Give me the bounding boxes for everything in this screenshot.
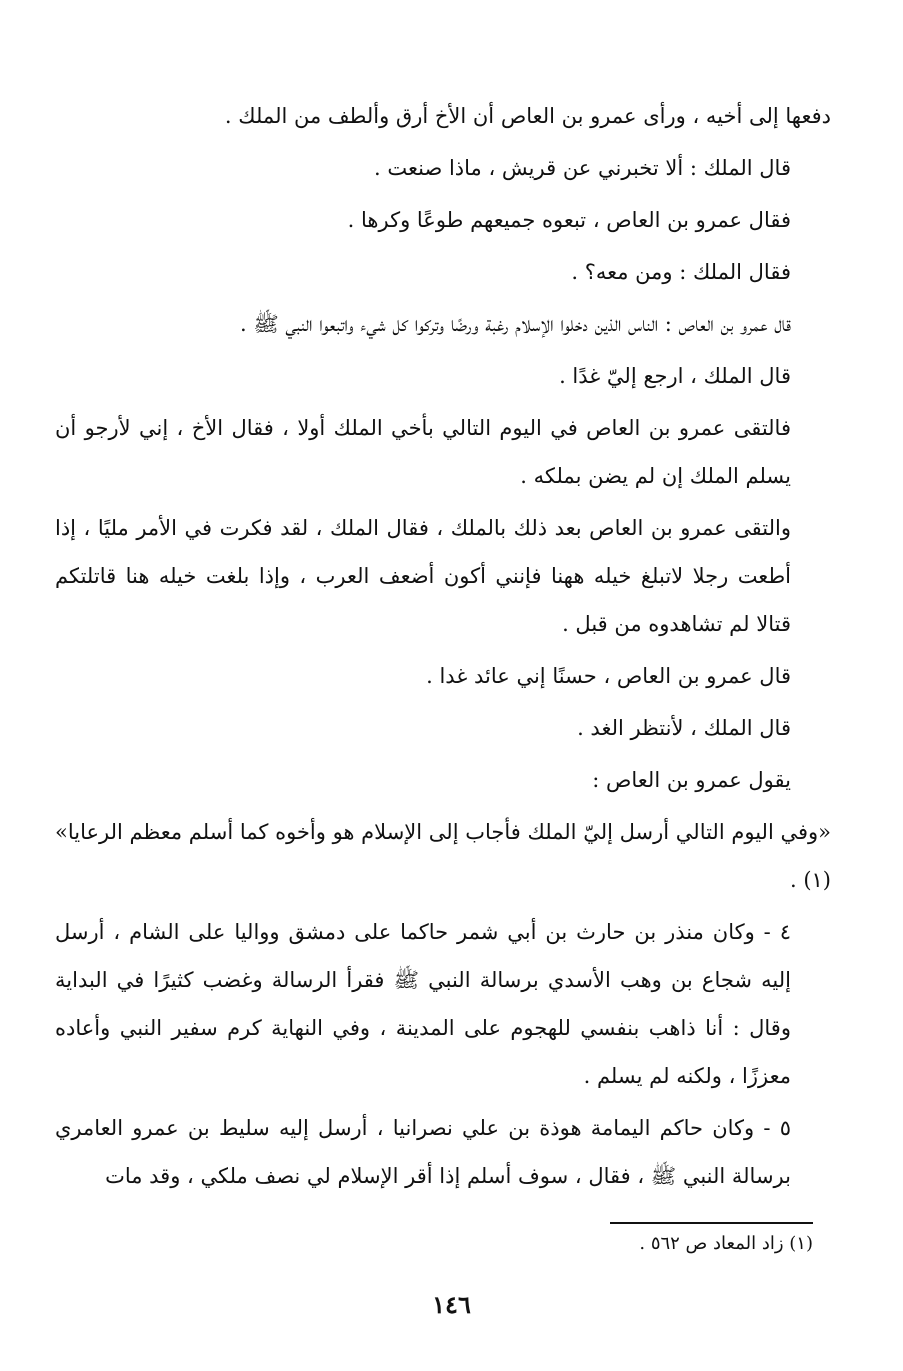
paragraph: قال الملك ، ارجع إليّ غدًا . — [559, 364, 791, 388]
paragraph: فالتقى عمرو بن العاص في اليوم التالي بأخي الملك أولا ، فقال الأخ ، إني لأرجو أن يسلم الملك إن لم يضن بملكه . — [55, 416, 791, 488]
paragraph: والتقى عمرو بن العاص بعد ذلك بالملك ، فقال الملك ، لقد فكرت في الأمر مليًا ، إذا أطعت رجلا لاتبلغ خيله ههنا فإنني أكون أضعف العرب ، وإذا بلغت خيله هنا قاتلتكم قتالا لم تشاهدوه من قبل . — [55, 516, 791, 636]
paragraph: قال عمرو بن العاص ، حسنًا إني عائد غدا . — [426, 664, 791, 688]
paragraph: قال عمرو بن العاص : الناس الذين دخلوا الإسلام رغبة ورضًا وتركوا كل شيء واتبعوا النبي ﷺ . — [239, 312, 791, 336]
paragraph: يقول عمرو بن العاص : — [592, 768, 791, 792]
page-body — [55, 92, 831, 1204]
numbered-paragraph: ٥ - وكان حاكم اليمامة هوذة بن علي نصرانيا ، أرسل إليه سليط بن عمرو العامري برسالة النبي ﷺ ، فقال ، سوف أسلم إذا أقر الإسلام لي نصف ملكي ، وقد مات — [55, 1116, 791, 1188]
paragraph: دفعها إلى أخيه ، ورأى عمرو بن العاص أن الأخ أرق وألطف من الملك . — [224, 104, 831, 128]
footnote-divider — [610, 1222, 813, 1224]
quote-paragraph: «وفي اليوم التالي أرسل إليّ الملك فأجاب إلى الإسلام هو وأخوه كما أسلم معظم الرعايا» (١) . — [55, 820, 831, 892]
footnote: (١) زاد المعاد ص ٥٦٢ . — [639, 1233, 813, 1254]
paragraph: فقال عمرو بن العاص ، تبعوه جميعهم طوعًا وكرها . — [347, 208, 791, 232]
numbered-paragraph: ٤ - وكان منذر بن حارث بن أبي شمر حاكما على دمشق وواليا على الشام ، أرسل إليه شجاع بن وهب الأسدي برسالة النبي ﷺ فقرأ الرسالة وغضب كثيرًا في البداية وقال : أنا ذاهب بنفسي للهجوم على المدينة ، وفي النهاية كرم سفير النبي وأعاده معززًا ، ولكنه لم يسلم . — [55, 920, 791, 1088]
paragraph: فقال الملك : ومن معه؟ . — [571, 260, 791, 284]
paragraph: قال الملك : ألا تخبرني عن قريش ، ماذا صنعت . — [374, 156, 791, 180]
page-number: ١٤٦ — [432, 1290, 471, 1319]
paragraph: قال الملك ، لأنتظر الغد . — [577, 716, 791, 740]
